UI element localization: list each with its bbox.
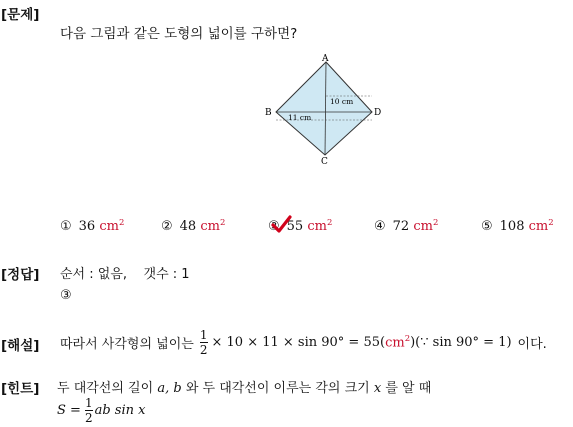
choice-5[interactable] bbox=[481, 218, 554, 234]
hint-line-1: 두 대각선의 길이 a, b 와 두 대각선이 이루는 각의 크기 x 를 알 때 bbox=[57, 381, 432, 396]
choice-4[interactable] bbox=[374, 218, 438, 234]
var-x: x bbox=[373, 381, 382, 396]
explanation-fraction: $\frac{1}{2}$ bbox=[199, 327, 208, 357]
explanation-suffix: 이다. bbox=[517, 336, 547, 352]
rhombus-figure bbox=[262, 52, 382, 170]
length-11cm: 11 cm bbox=[288, 113, 312, 122]
choice-unit: $cm^2$ bbox=[528, 218, 554, 234]
explanation-label: [해설] bbox=[1, 338, 40, 354]
explanation-tail: )(∵ sin 90° = 1) bbox=[410, 334, 512, 350]
choice-value: 36 bbox=[78, 219, 96, 234]
formula-rhs: ab sin x bbox=[94, 402, 146, 418]
formula-fraction: $\frac{1}{2}$ bbox=[84, 395, 93, 425]
hint-label: [힌트] bbox=[1, 381, 40, 397]
choice-number: ① bbox=[60, 219, 72, 234]
checkmark-icon bbox=[270, 214, 292, 236]
answer-value: ③ bbox=[60, 288, 72, 303]
choice-number: ⑤ bbox=[481, 219, 493, 234]
problem-label: [문제] bbox=[1, 7, 40, 23]
explanation-prefix: 따라서 사각형의 넓이는 bbox=[60, 336, 194, 352]
answer-line: 순서 : 없음, 갯수 : 1 bbox=[60, 267, 190, 282]
choice-1[interactable] bbox=[60, 218, 124, 234]
choice-unit: $cm^2$ bbox=[99, 218, 125, 234]
hint-formula bbox=[57, 393, 145, 427]
explanation-expr: × 10 × 11 × sin 90° = 55( bbox=[211, 334, 386, 350]
choice-number: ② bbox=[161, 219, 173, 234]
choice-value: 108 bbox=[499, 219, 525, 234]
formula-lhs: S = bbox=[57, 402, 81, 418]
question-text: 다음 그림과 같은 도형의 넓이를 구하면? bbox=[60, 26, 298, 42]
rhombus-shape bbox=[276, 62, 372, 155]
choice-number: ④ bbox=[374, 219, 386, 234]
explanation-unit: $cm^2$ bbox=[385, 333, 411, 351]
vertex-b: B bbox=[265, 108, 272, 118]
vertex-d: D bbox=[374, 108, 382, 118]
choice-value: 55 bbox=[286, 219, 304, 234]
choice-unit: $cm^2$ bbox=[200, 218, 226, 234]
vertex-c: C bbox=[321, 157, 328, 167]
choice-2[interactable] bbox=[161, 218, 225, 234]
var-b: b bbox=[173, 381, 182, 396]
length-10cm: 10 cm bbox=[330, 97, 354, 106]
choice-unit: $cm^2$ bbox=[413, 218, 439, 234]
choice-value: 48 bbox=[179, 219, 197, 234]
explanation-line bbox=[60, 324, 547, 360]
choice-unit: $cm^2$ bbox=[307, 218, 333, 234]
vertex-a: A bbox=[322, 54, 329, 64]
choice-number: ③ bbox=[268, 219, 280, 234]
var-a: a, bbox=[157, 381, 170, 396]
answer-label: [정답] bbox=[1, 267, 40, 283]
choice-value: 72 bbox=[392, 219, 410, 234]
